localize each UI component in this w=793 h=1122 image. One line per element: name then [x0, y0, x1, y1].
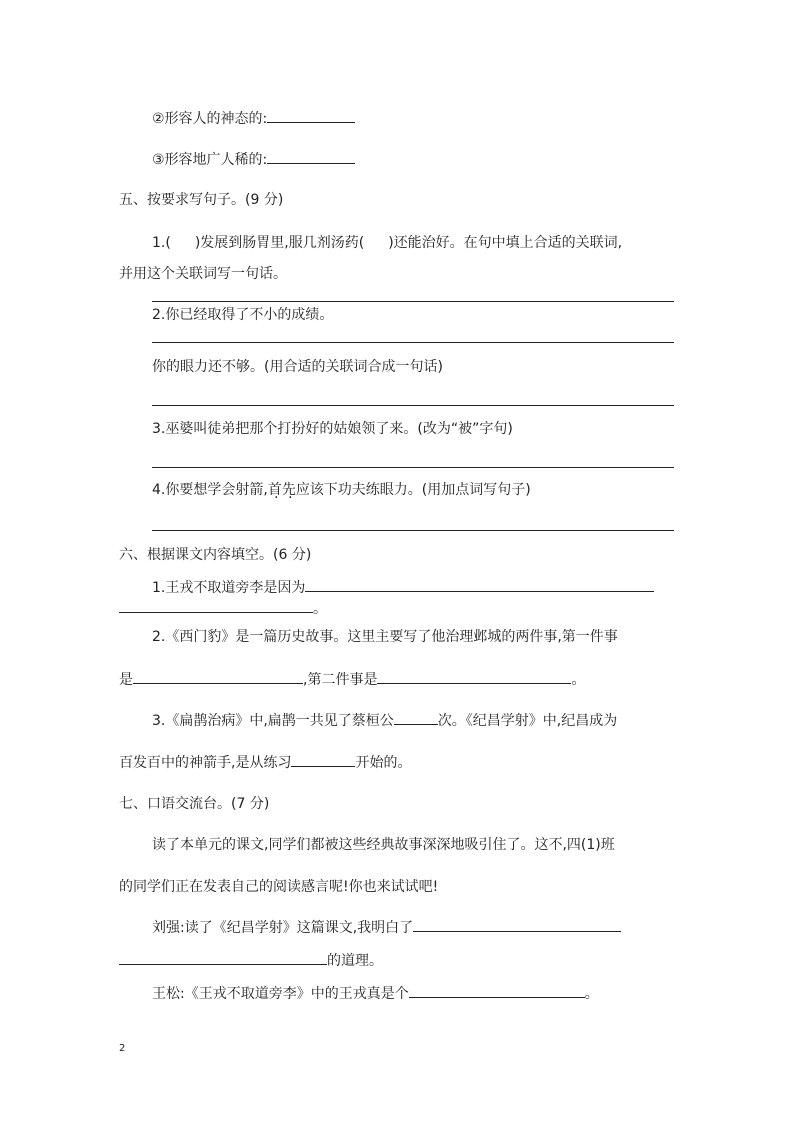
- s7-wang-end: 。: [584, 986, 599, 1002]
- s7-liu-blank-2[interactable]: [119, 950, 327, 965]
- s5-q2-b: 你的眼力还不够。(用合适的关联词合成一句话): [152, 359, 443, 375]
- s7-paragraph-line1: 读了本单元的课文,同学们都被这些经典故事深深地吸引住了。这不,四(1)班: [152, 837, 615, 853]
- s5-q4-dotted-char-2: 先: [281, 482, 296, 498]
- s7-liu-line1: [152, 917, 621, 938]
- s7-wang-blank[interactable]: [409, 983, 585, 998]
- s7-paragraph-line2: 的同学们正在发表自己的阅读感言呢!你也来试试吧!: [119, 879, 439, 895]
- s6-q3-line2-b: 开始的。: [355, 755, 412, 771]
- s6-q1-text: 1.王戎不取道旁李是因为: [152, 580, 306, 596]
- s4-item-3-blank[interactable]: [267, 149, 355, 164]
- s4-item-2: [152, 108, 355, 129]
- s6-q2-blank-2[interactable]: [377, 669, 571, 684]
- s7-heading: 七、口语交流台。(7 分): [119, 796, 270, 812]
- s6-q2-part-a: 是: [119, 672, 133, 688]
- s5-heading: 五、按要求写句子。(9 分): [119, 192, 284, 208]
- page-number: 2: [119, 1043, 126, 1054]
- s5-q1-part-b: )发展到肠胃里,服几剂汤药(: [194, 235, 365, 251]
- s7-wang-text: 王松:《王戎不取道旁李》中的王戎真是个: [152, 986, 409, 1002]
- s6-q2-part-c: 。: [571, 672, 586, 688]
- s6-q2-line2: [119, 669, 585, 690]
- s4-item-2-blank[interactable]: [267, 108, 355, 123]
- s4-item-3-text: ③形容地广人稀的:: [152, 152, 268, 168]
- s6-q2-line1: 2.《西门豹》是一篇历史故事。这里主要写了他治理邺城的两件事,第一件事: [152, 629, 618, 645]
- s7-wang-line: [152, 983, 599, 1004]
- s7-liu-text: 刘强:读了《纪昌学射》这篇课文,我明白了: [152, 920, 414, 936]
- s6-q3-part-a: 3.《扁鹊治病》中,扁鹊一共见了蔡桓公: [152, 713, 394, 729]
- s5-q3-answer-line[interactable]: [152, 467, 674, 468]
- s5-q1: [152, 233, 622, 253]
- s5-q1-part-a: 1.(: [152, 235, 171, 251]
- s6-q1-blank-1[interactable]: [305, 577, 654, 592]
- s5-q1-answer-line[interactable]: [152, 301, 674, 302]
- s5-q4-part-a: 4.你要想学会射箭,: [152, 482, 268, 498]
- s6-q1-blank-2[interactable]: [119, 598, 313, 613]
- s5-q2-answer-line-2[interactable]: [152, 405, 674, 406]
- s4-item-2-text: ②形容人的神态的:: [152, 111, 268, 127]
- s6-q1: [152, 577, 654, 598]
- s5-q3: 3.巫婆叫徒弟把那个打扮好的姑娘领了来。(改为“被”字句): [152, 421, 513, 437]
- s6-q2-part-b: ,第二件事是: [303, 672, 378, 688]
- s6-q1-end: 。: [313, 601, 327, 617]
- s7-liu-end: 的道理。: [327, 953, 383, 969]
- s5-q1-line2: 并用这个关联词写一句话。: [119, 266, 287, 282]
- s5-q4-dotted-char-1: 首: [267, 482, 282, 498]
- s4-item-3: [152, 149, 355, 170]
- s7-liu-line2: [119, 950, 383, 971]
- s5-q2: 2.你已经取得了不小的成绩。: [152, 307, 334, 323]
- s5-q4-part-b: 应该下功夫练眼力。(用加点词写句子): [295, 482, 531, 498]
- s6-q3-line1: [152, 710, 617, 731]
- s7-liu-blank-1[interactable]: [413, 917, 621, 932]
- s6-q2-blank-1[interactable]: [133, 669, 303, 684]
- s6-q3-line2-a: 百发百中的神箭手,是从练习: [119, 755, 292, 771]
- s6-heading: 六、根据课文内容填空。(6 分): [119, 547, 312, 563]
- s5-q4: [152, 480, 531, 500]
- s6-q3-part-b: 次。《纪昌学射》中,纪昌成为: [437, 713, 618, 729]
- s5-q2-answer-line-1[interactable]: [152, 342, 674, 343]
- s5-q1-part-c: )还能治好。在句中填上合适的关联词,: [388, 235, 623, 251]
- s6-q3-blank-1[interactable]: [394, 710, 438, 725]
- s6-q1-line2: [119, 598, 327, 619]
- s6-q3-blank-2[interactable]: [291, 752, 355, 767]
- s6-q3-line2: [119, 752, 411, 773]
- s5-q4-answer-line[interactable]: [152, 530, 674, 531]
